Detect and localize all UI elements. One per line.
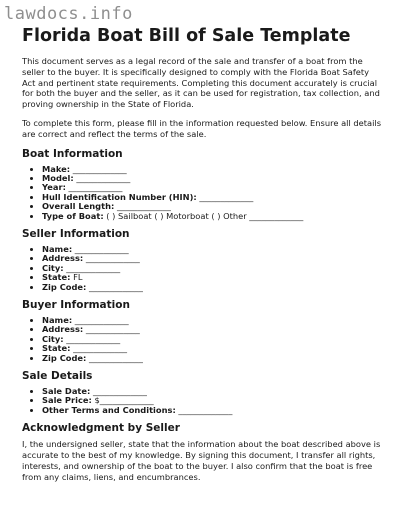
field-label: Zip Code: [42,281,87,292]
intro-paragraph: This document serves as a legal record of the sale and transfer of a boat from the seller to the buyer. It is specifically designed to comply with the Florida Boat Safety Act and pertinent state requirements. Completing this document accurately is crucial for both the buyer and the seller, as it can be used for registration, tax collection, and proving ownership in the State of Florida. [22,56,380,110]
field-value: _____________ [70,163,127,174]
section-heading-acknowledgment: Acknowledgment by Seller [22,422,180,435]
field-label: State: [42,343,71,354]
field-value: _____________ [63,333,121,344]
boat-field-list [22,165,382,221]
field-value: $_____________ [91,395,154,406]
acknowledgment-paragraph: I, the undersigned seller, state that the information about the boat described above is accurate to the best of my knowledge. By signing this document, I transfer all rights, interests, and ownership of the boat to the buyer. I also confirm that the boat is free from any claims, liens, and encumbrances. [22,439,381,482]
field-value: _____________ [175,404,233,415]
field-value: _____________ [72,315,129,326]
field-label: Sale Price: [42,395,92,406]
field-seller-zip [42,283,382,292]
field-value: _____________ [72,244,129,255]
field-label: Other Terms and Conditions: [42,404,176,415]
field-label: Hull Identification Number (HIN): [42,191,197,202]
section-heading-seller: Seller Information [22,228,130,241]
watermark: lawdocs.info [4,4,133,24]
field-buyer-zip [42,354,382,363]
field-value: _____________ [83,324,140,335]
field-label: State: [42,272,71,283]
field-label: Overall Length: [42,201,115,212]
document-body [22,56,382,490]
field-value: _____________ [70,343,128,354]
field-value: _____________ [90,386,147,397]
field-label: Address: [42,324,84,335]
field-label: Model: [42,172,74,183]
field-value: ( ) Sailboat ( ) Motorboat ( ) Other _____________ [103,210,304,221]
field-value: _____________ [83,253,140,264]
instructions-paragraph: To complete this form, please fill in the information requested below. Ensure all details are correct and reflect the terms of the sale. [22,117,382,139]
field-seller-city [42,264,382,273]
field-value: FL [70,272,83,283]
sale-field-list [22,387,382,415]
section-heading-buyer: Buyer Information [22,299,130,312]
field-value: _____________ [196,191,254,202]
field-label: Name: [42,244,73,255]
buyer-field-list [22,316,382,363]
field-value: _____________ [65,182,123,193]
field-value: _____________ [63,262,121,273]
section-heading-boat: Boat Information [22,147,123,160]
field-label: Zip Code: [42,352,87,363]
field-label: City: [42,333,64,344]
field-label: Type of Boat: [42,210,104,221]
field-type-of-boat [42,212,382,221]
section-heading-sale: Sale Details [22,370,93,383]
field-label: City: [42,262,64,273]
field-value: _____________ [86,352,143,363]
field-label: Name: [42,315,73,326]
field-value: _____________ [73,172,131,183]
field-label: Address: [42,253,84,264]
field-value: _____________ [114,201,171,212]
page-title: Florida Boat Bill of Sale Template [22,26,351,46]
field-label: Make: [42,163,71,174]
field-label: Year: [42,182,66,193]
seller-field-list [22,245,382,292]
field-value: _____________ [86,281,143,292]
field-label: Sale Date: [42,386,91,397]
field-other-terms [42,406,382,415]
